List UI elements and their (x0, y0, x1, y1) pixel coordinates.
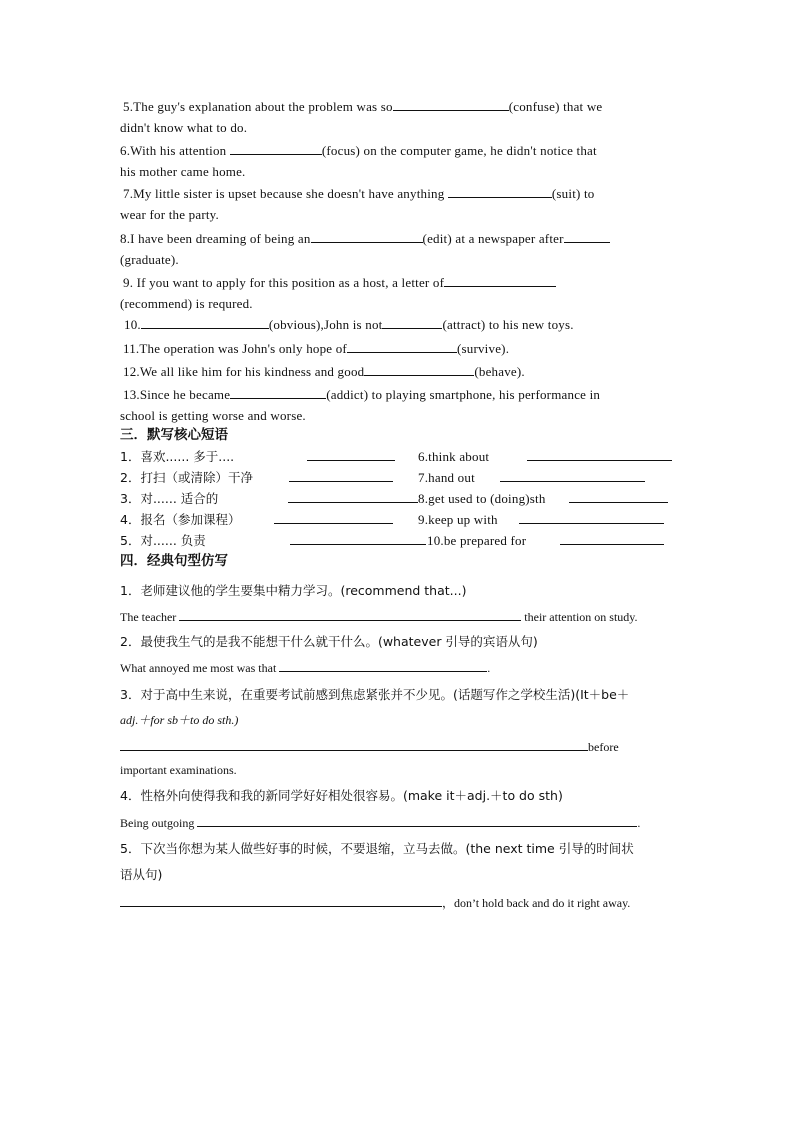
phrase-7-label: 7.hand out (418, 470, 475, 485)
q8-text: 8.I have been dreaming of being an (120, 231, 311, 246)
sentence-4-start: Being outgoing (120, 816, 195, 830)
phrase-10-blank[interactable] (560, 530, 664, 545)
q10-hint: (attract) to his new toys. (442, 317, 574, 332)
sentence-2-start: What annoyed me most was that (120, 661, 277, 675)
q10-number: 10. (124, 317, 141, 332)
phrase-8-blank[interactable] (569, 488, 668, 503)
q5-continuation: didn't know what to do. (120, 120, 248, 135)
phrase-4-blank[interactable] (274, 509, 393, 524)
section3-heading: 三．默写核心短语 (120, 427, 228, 443)
sentence-3 (120, 736, 619, 758)
q5-blank[interactable] (393, 96, 509, 111)
phrase-6-label: 6.think about (418, 449, 490, 464)
sentence-3-formula: adj.＋for sb＋to do sth.) (120, 713, 239, 727)
phrase-4-label: 4．报名（参加课程） (120, 512, 241, 527)
q8-continuation: (graduate). (120, 252, 179, 267)
sentence-5-end: ，don’t hold back and do it right away. (442, 896, 631, 910)
question-10 (124, 314, 574, 335)
q5-hint: (confuse) that we (508, 99, 603, 114)
q9-continuation: (recommend) is requred. (120, 296, 253, 311)
question-8 (120, 228, 610, 249)
q13-text: 13.Since he became (123, 387, 231, 402)
phrase-8-label: 8.get used to (doing)sth (418, 491, 546, 506)
phrase-9-label: 9.keep up with (418, 512, 498, 527)
q5-text: 5.The guy's explanation about the problem was so (123, 99, 393, 114)
q12-text: 12.We all like him for his kindness and good (123, 364, 365, 379)
question-11 (123, 338, 509, 359)
sentence-4-blank[interactable] (197, 812, 637, 827)
q13-continuation: school is getting worse and worse. (120, 408, 306, 423)
sentence-5-blank[interactable] (120, 892, 442, 907)
sentence-5-prompt-cont: 语从句) (120, 867, 163, 882)
sentence-1-prompt: 1．老师建议他的学生要集中精力学习。(recommend that...) (120, 583, 467, 598)
question-12 (123, 361, 525, 382)
sentence-5 (120, 892, 630, 914)
phrase-6-blank[interactable] (527, 446, 672, 461)
q7-continuation: wear for the party. (120, 207, 219, 222)
phrase-2-label: 2．打扫（或清除）干净 (120, 470, 253, 485)
phrase-4 (120, 509, 240, 530)
sentence-2-prompt: 2．最使我生气的是我不能想干什么就干什么。(whatever 引导的宾语从句) (120, 634, 538, 649)
sentence-3-continuation: important examinations. (120, 763, 237, 777)
phrase-2 (120, 467, 253, 488)
sentence-1-end: their attention on study. (524, 610, 638, 624)
phrase-10-label: 10.be prepared for (427, 533, 527, 548)
q10-blank-2[interactable] (382, 314, 442, 329)
sentence-3-prompt: 3．对于高中生来说，在重要考试前感到焦虑紧张并不少见。(话题写作之学校生活)(It＋be＋ (120, 687, 630, 702)
q8-hint: (edit) at a newspaper after (422, 231, 564, 246)
q12-hint: (behave). (474, 364, 525, 379)
sentence-4 (120, 812, 640, 834)
q9-blank[interactable] (444, 272, 556, 287)
sentence-1-blank[interactable] (179, 606, 521, 621)
sentence-4-prompt: 4．性格外向使得我和我的新同学好好相处很容易。(make it＋adj.＋to do sth) (120, 788, 563, 803)
sentence-1 (120, 606, 638, 628)
question-13 (123, 384, 600, 405)
sentence-3-end: before (588, 740, 619, 754)
q10-text: (obvious),John is not (268, 317, 383, 332)
phrase-5-label: 5．对...... 负责 (120, 533, 206, 548)
question-6 (120, 140, 597, 161)
q6-blank[interactable] (230, 140, 322, 155)
section4-heading: 四．经典句型仿写 (120, 553, 228, 569)
q6-continuation: his mother came home. (120, 164, 246, 179)
sentence-5-prompt: 5．下次当你想为某人做些好事的时候，不要退缩，立马去做。(the next time 引导的时间状 (120, 841, 634, 856)
question-9 (123, 272, 556, 293)
phrase-3 (120, 488, 218, 509)
phrase-7-blank[interactable] (500, 467, 645, 482)
sentence-2-end: . (487, 661, 491, 675)
phrase-1-blank[interactable] (307, 446, 395, 461)
phrase-3-label: 3．对...... 适合的 (120, 491, 219, 506)
phrase-2-blank[interactable] (289, 467, 393, 482)
question-7 (123, 183, 595, 204)
q7-hint: (suit) to (551, 186, 595, 201)
q6-text: 6.With his attention (120, 143, 227, 158)
phrase-5 (120, 530, 206, 551)
q11-blank[interactable] (347, 338, 457, 353)
q11-hint: (survive). (456, 341, 510, 356)
q7-text: 7.My little sister is upset because she doesn't have anything (123, 186, 445, 201)
q9-text: 9. If you want to apply for this position as a host, a letter of (123, 275, 445, 290)
q13-hint: (addict) to playing smartphone, his performance in (326, 387, 601, 402)
phrase-3-blank[interactable] (288, 488, 418, 503)
sentence-1-start: The teacher (120, 610, 177, 624)
q12-blank[interactable] (364, 361, 474, 376)
sentence-2-blank[interactable] (279, 657, 487, 672)
q8-blank-1[interactable] (311, 228, 423, 243)
q11-text: 11.The operation was John's only hope of (123, 341, 347, 356)
sentence-4-end: . (637, 816, 641, 830)
phrase-1-label: 1．喜欢...... 多于.... (120, 449, 235, 464)
sentence-2 (120, 657, 490, 679)
q10-blank-1[interactable] (141, 314, 269, 329)
question-5 (123, 96, 602, 117)
q8-blank-2[interactable] (564, 228, 610, 243)
sentence-3-blank[interactable] (120, 736, 588, 751)
phrase-1 (120, 446, 234, 467)
phrase-9-blank[interactable] (519, 509, 664, 524)
q13-blank[interactable] (230, 384, 326, 399)
phrase-5-blank[interactable] (290, 530, 426, 545)
q6-hint: (focus) on the computer game, he didn't notice that (321, 143, 597, 158)
q7-blank[interactable] (448, 183, 552, 198)
sentence-3-prompt-cont (120, 710, 238, 731)
